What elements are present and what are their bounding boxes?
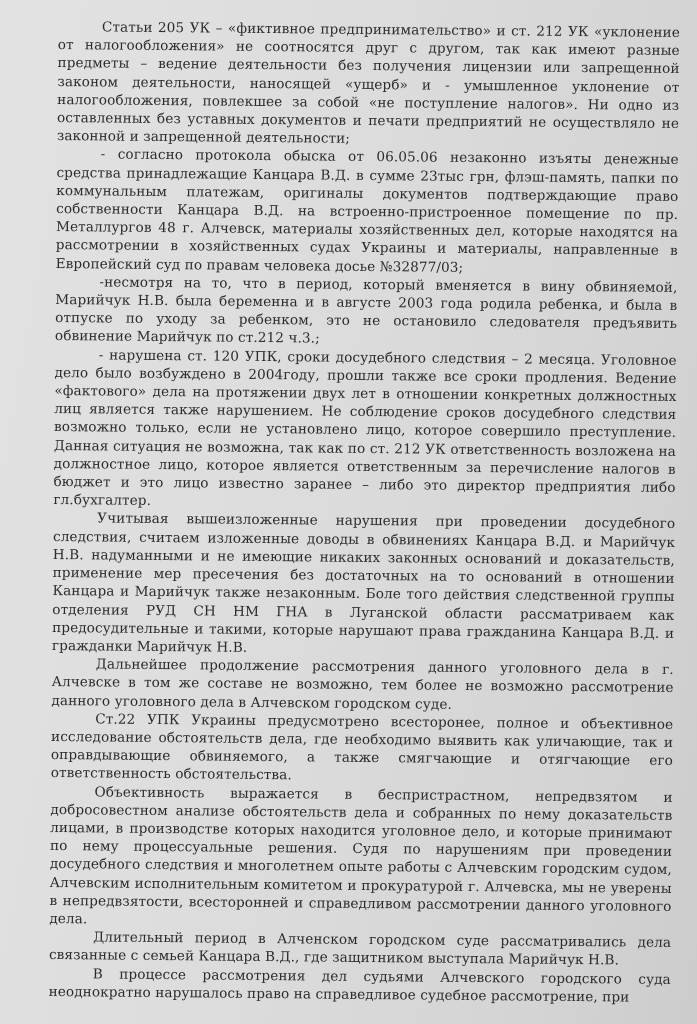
- document-body: [49, 18, 680, 1007]
- paragraph-pregnancy: -несмотря на то, что в период, который вменяется в вину обвиняемой, Марийчук Н.В. была беременна и в августе 2003 года родила ребенка, и была в отпуске по уходу за ребенком, это не остановило следователя предъявить обвинение Марийчук по ст.212 ч.3.;: [54, 274, 678, 347]
- paragraph-long-period: Длительный период в Алченском городском суде рассматривались дела связанные с семьей Канцара В.Д., где защитником выступала Марийчук Н.В.: [48, 929, 672, 969]
- paragraph-court-proceedings: В процессе рассмотрения дел судьями Алчевского городского суда неоднократно нарушалось право на справедливое судебное рассмотрение, при: [48, 965, 671, 1006]
- paragraph-article-22: Ст.22 УПК Украины предусмотрено всесторонее, полное и объективное исследование обстоятельств дела, где необходимо выявить как уличающие, так и оправдывающие обвиняемого, а также смягчающие и отягчающие его ответственность обстоятельства.: [50, 711, 674, 784]
- paragraph-investigation-terms: - нарушена ст. 120 УПК, сроки досудебного следствия – 2 месяца. Уголовное дело было возбуждено в 2004году, прошли также все сроки продления. Ведение «фактового» дела на протяжении двух лет в отношении конкретных должностных лиц является также нарушением. Не соблюдение сроков досудебного следствия возможно только, если не установлено лицо, которое совершило преступление. Данная ситуация не возможна, так как по ст. 212 УК ответственность возложена на должностное лицо, которое является ответственным за перечисление налогов в бюджет и это лицо известно заранее – либо это директор предприятия либо гл.бухгалтер.: [53, 347, 677, 510]
- paragraph-search-protocol: - согласно протокола обыска от 06.05.06 незаконно изъяты денежные средства принадлежащие Канцара В.Д. в сумме 23тыс грн, флэш-память, папки по коммунальным платежам, оригиналы документов подтверждающие право собственности Канцара В.Д. на встроенно-пристроенное помещение по пр. Металлургов 48 г. Алчевск, материалы хозяйственных дел, которые находятся на рассмотрении в хозяйственных судах Украины и материалы, направленные в Европейский суд по правам человека досье №32877/03;: [55, 146, 679, 276]
- paragraph-objectivity: Объективность выражается в беспристрастном, непредвзятом и добросовестном анализе обстоятельств дела и собранных по нему доказательств лицами, в производстве которых находится уголовное дело, и которые принимают по нему процессуальные решения. Судя по нарушениям при проведении досудебного следствия и многолетнем опыте работы с Алчевским городским судом, Алчевским исполнительным комитетом и прокуратурой г. Алчевска, мы не уверены в непредвзятости, всесторонней и справедливом рассмотрении данного уголовного дела.: [49, 783, 673, 928]
- paragraph-further-consideration: Дальнейшее продолжение рассмотрения данного уголовного дела в г. Алчевске в том же составе не возможно, тем более не возможно рассмотрение данного уголовного дела в Алчевском городском суде.: [51, 656, 674, 713]
- paragraph-conclusion-violations: Учитывая вышеизложенные нарушения при проведении досудебного следствия, считаем изложенные доводы в обвинениях Канцара В.Д. и Марийчук Н.В. надуманными и не имеющие никаких законных оснований и доказательств, применение мер пресечения без достаточных на то оснований в отношении Канцара и Марийчук также незаконным. Боле того действия следственной группы отделения РУД СН НМ ГНА в Луганской области рассматриваем как предосудительные и такими, которые нарушают права гражданина Канцара В.Д. и гражданки Марийчук Н.В.: [51, 510, 676, 656]
- paragraph-article-205-212: Статьи 205 УК – «фиктивное предпринимательство» и ст. 212 УК «уклонение от налогообложения» не соотносятся друг с другом, так как имеют разные предметы – ведение деятельности без получения лицензии или запрещенной законом деятельности, наносящей «ущерб» и - умышленное уклонение от налогообложения, повлекшее за собой «не поступление налогов». Ни одно из оставленных без уставных документов и печати предприятий не осуществляло не законной и запрещенной деятельности;: [56, 19, 680, 148]
